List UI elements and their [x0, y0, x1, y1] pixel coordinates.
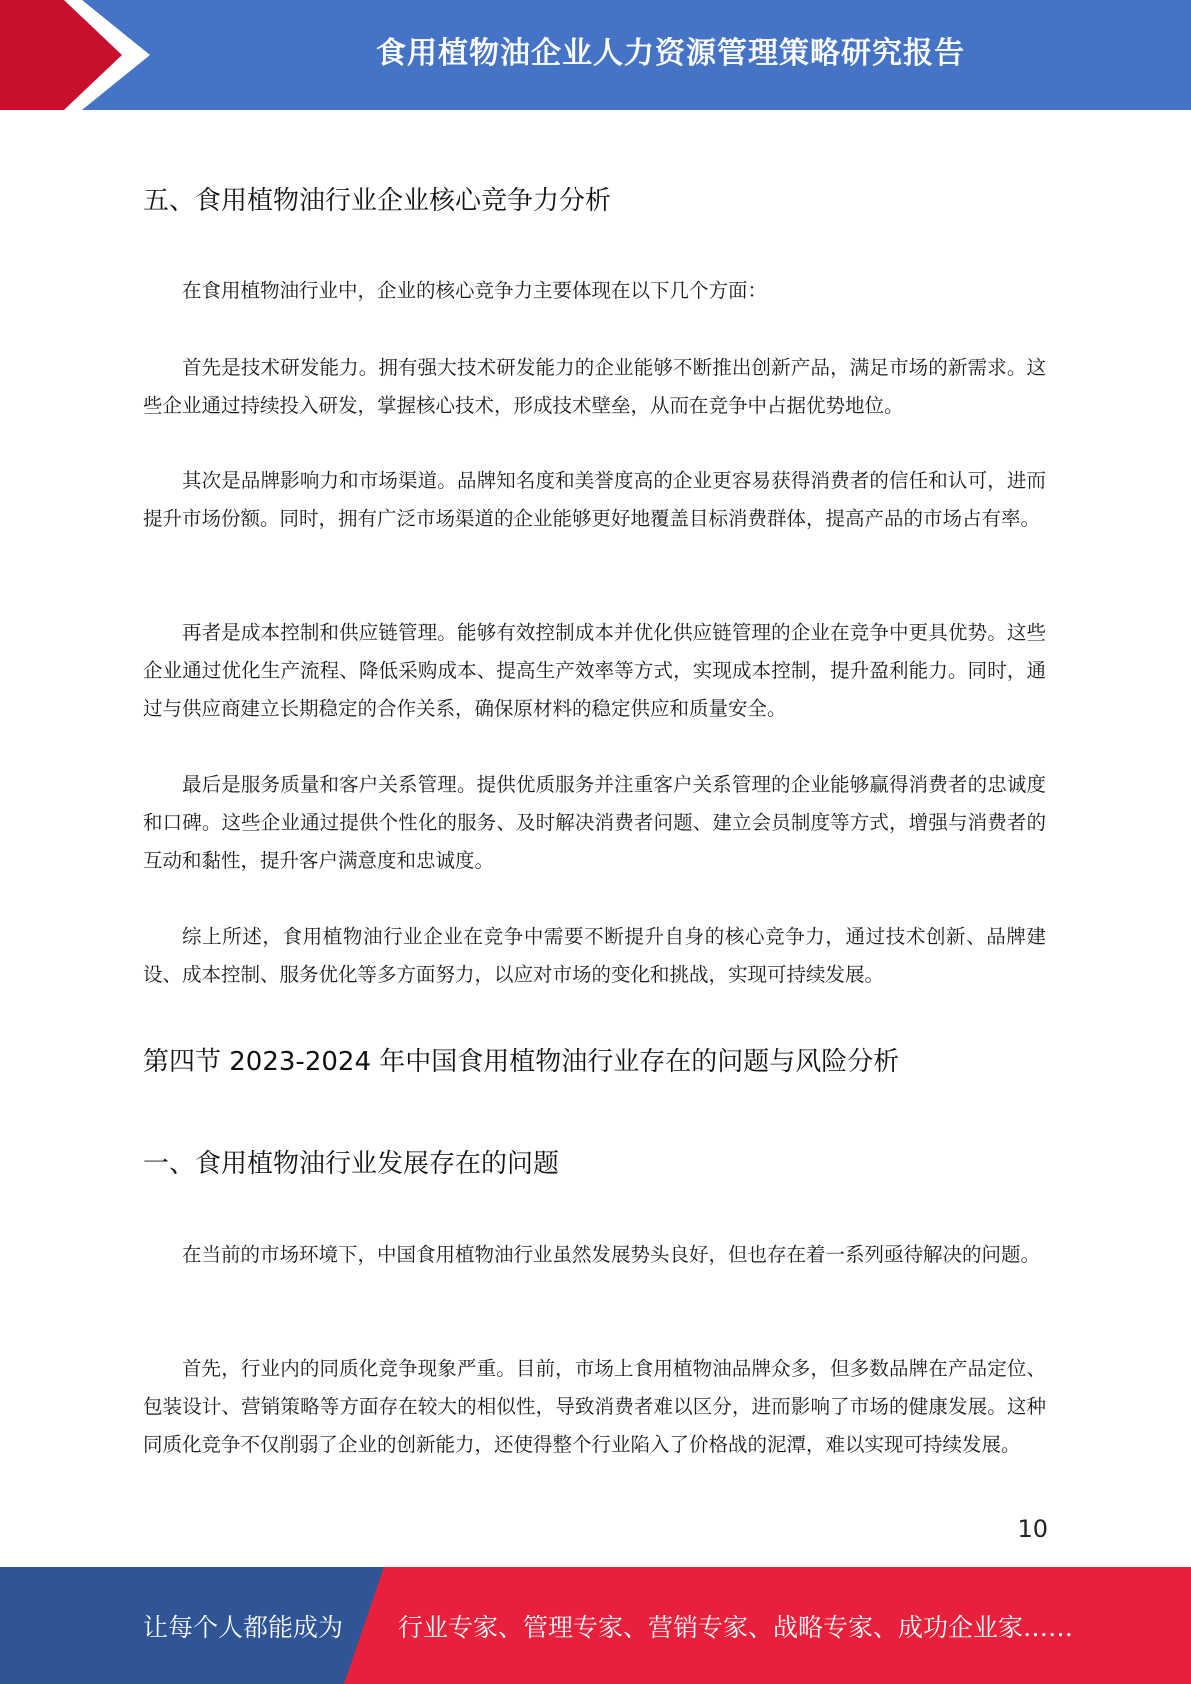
- footer-slogan-right: 行业专家、管理专家、营销专家、战略专家、成功企业家……: [398, 1612, 1074, 1642]
- paragraph: 再者是成本控制和供应链管理。能够有效控制成本并优化供应链管理的企业在竞争中更具优势。这些企业通过优化生产流程、降低采购成本、提高生产效率等方式，实现成本控制，提升盈利能力。同时，通过与供应商建立长期稳定的合作关系，确保原材料的稳定供应和质量安全。: [143, 621, 1046, 720]
- paragraph: 首先，行业内的同质化竞争现象严重。目前，市场上食用植物油品牌众多，但多数品牌在产品定位、包装设计、营销策略等方面存在较大的相似性，导致消费者难以区分，进而影响了市场的健康发展。这种同质化竞争不仅削弱了企业的创新能力，还使得整个行业陷入了价格战的泥潭，难以实现可持续发展。: [143, 1357, 1046, 1456]
- chapter-heading: 第四节 2023-2024 年中国食用植物油行业存在的问题与风险分析: [143, 1047, 900, 1077]
- page-number: 10: [1017, 1515, 1048, 1543]
- paragraph: 综上所述，食用植物油行业企业在竞争中需要不断提升自身的核心竞争力，通过技术创新、品牌建设、成本控制、服务优化等多方面努力，以应对市场的变化和挑战，实现可持续发展。: [143, 925, 1046, 986]
- paragraph: 最后是服务质量和客户关系管理。提供优质服务并注重客户关系管理的企业能够赢得消费者的忠诚度和口碑。这些企业通过提供个性化的服务、及时解决消费者问题、建立会员制度等方式，增强与消费者的互动和黏性，提升客户满意度和忠诚度。: [143, 773, 1046, 872]
- paragraph: 其次是品牌影响力和市场渠道。品牌知名度和美誉度高的企业更容易获得消费者的信任和认可，进而提升市场份额。同时，拥有广泛市场渠道的企业能够更好地覆盖目标消费群体，提高产品的市场占有率。: [143, 469, 1046, 530]
- paragraph: 首先是技术研发能力。拥有强大技术研发能力的企业能够不断推出创新产品，满足市场的新需求。这些企业通过持续投入研发，掌握核心技术，形成技术壁垒，从而在竞争中占据优势地位。: [143, 356, 1046, 417]
- section-heading: 五、食用植物油行业企业核心竞争力分析: [143, 186, 612, 216]
- header-bar: [0, 0, 1191, 110]
- section-heading: 一、食用植物油行业发展存在的问题: [143, 1149, 560, 1179]
- header-arrow-decoration: [0, 0, 160, 110]
- footer-banner: [0, 1567, 1191, 1684]
- report-title: 食用植物油企业人力资源管理策略研究报告: [376, 36, 965, 71]
- paragraph: 在食用植物油行业中，企业的核心竞争力主要体现在以下几个方面：: [182, 279, 768, 302]
- footer-slogan-left: 让每个人都能成为: [143, 1612, 344, 1642]
- paragraph: 在当前的市场环境下，中国食用植物油行业虽然发展势头良好，但也存在着一系列亟待解决的问题。: [182, 1243, 1041, 1266]
